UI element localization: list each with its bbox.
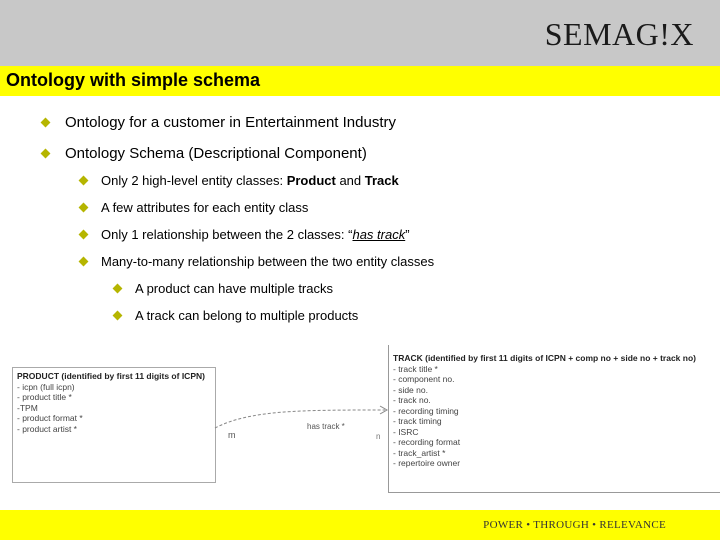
track-entity-header: TRACK (identified by first 11 digits of ICPN + comp no + side no + track no) <box>393 353 696 363</box>
bullet-text: Only 1 relationship between the 2 classes: “has track” <box>101 227 410 242</box>
bullet-attributes <box>80 200 308 215</box>
diamond-bullet-icon <box>41 149 51 159</box>
track-attribute: - track_artist * <box>393 447 446 458</box>
track-attribute: - recording timing <box>393 405 459 416</box>
product-attribute: - product format * <box>17 413 83 423</box>
bullet-entertainment <box>42 114 396 131</box>
diamond-bullet-icon <box>41 118 51 128</box>
bullet-relationship <box>80 227 410 242</box>
product-entity-header: PRODUCT (identified by first 11 digits of ICPN) <box>17 371 205 381</box>
product-attribute: - icpn (full icpn) <box>17 381 75 392</box>
diamond-bullet-icon <box>113 284 123 294</box>
bullet-text: Ontology for a customer in Entertainment Industry <box>65 114 396 131</box>
track-attribute: - component no. <box>393 374 455 384</box>
diamond-bullet-icon <box>79 257 89 267</box>
bullet-many-to-many <box>80 254 434 269</box>
diamond-bullet-icon <box>113 311 123 321</box>
semagix-logo: SEMAG!X <box>544 16 694 52</box>
track-entity-box <box>388 345 720 493</box>
bullet-product-tracks <box>114 281 333 296</box>
track-attribute: - repertoire owner <box>393 458 461 468</box>
bullet-text: Ontology Schema (Descriptional Component) <box>65 145 367 162</box>
cardinality-m-label: m <box>228 430 236 440</box>
bullet-text: Many-to-many relationship between the two entity classes <box>101 254 435 269</box>
bullet-text: Only 2 high-level entity classes: Product and Track <box>101 173 399 188</box>
track-attribute: - side no. <box>393 384 428 395</box>
header-bar <box>0 0 720 66</box>
title-bar <box>0 66 720 96</box>
relationship-label: has track * <box>307 422 345 431</box>
track-attribute: - track timing <box>393 416 442 426</box>
product-entity-box <box>12 367 216 483</box>
bullet-text: A few attributes for each entity class <box>101 200 309 215</box>
cardinality-n-label: n <box>376 432 381 441</box>
diamond-bullet-icon <box>79 203 89 213</box>
bullet-entity-classes <box>80 173 399 188</box>
bullet-text: A product can have multiple tracks <box>135 281 333 296</box>
slide-title: Ontology with simple schema <box>6 70 261 90</box>
track-attribute: - ISRC <box>393 426 419 437</box>
footer-bar <box>0 510 720 540</box>
track-attribute: - recording format <box>393 437 461 447</box>
bullet-text: A track can belong to multiple products <box>135 308 359 323</box>
diamond-bullet-icon <box>79 176 89 186</box>
bullet-track-products <box>114 308 358 323</box>
track-attribute: - track title * <box>393 363 438 374</box>
track-attribute: - track no. <box>393 395 431 405</box>
bullet-ontology-schema <box>42 145 367 162</box>
relationship-arrow-icon <box>210 400 390 440</box>
footer-tagline: POWER • THROUGH • RELEVANCE <box>483 519 666 531</box>
product-attribute: - product artist * <box>17 423 77 434</box>
diamond-bullet-icon <box>79 230 89 240</box>
product-attribute: - product title * <box>17 392 72 402</box>
product-attribute: -TPM <box>17 402 38 413</box>
